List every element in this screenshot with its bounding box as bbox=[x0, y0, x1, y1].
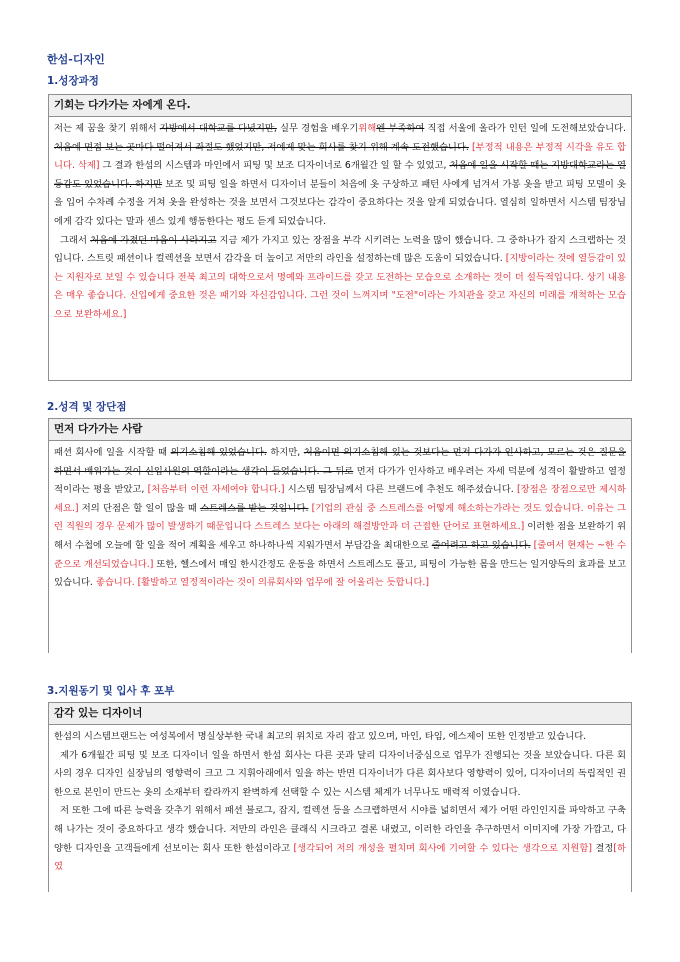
comment-text: 위해 bbox=[358, 123, 377, 134]
struck-text: 의기소침해 있었습니다. bbox=[170, 447, 267, 458]
answer-paragraph bbox=[54, 728, 626, 747]
comment-text: [지방이라는 것에 열등감이 있는 지원자로 보일 수 있습니다 전북 최고의 대학으로서 명예와 프라이드를 갖고 도전하는 모습으로 소개하는 것이 더 설득적입니다. 상기 내용은 매우 좋습니다. 신입에게 중요한 것은 패기와 자신감입니다. 그런 것이 느껴지며 "도전"이라는 가치관을 갖고 자신의 미래를 개척하는 모습으로 보완하세요.] bbox=[54, 253, 627, 320]
answer-paragraph bbox=[54, 120, 626, 232]
question-heading: 기회는 다가가는 자에게 온다. bbox=[49, 95, 631, 117]
answer-body bbox=[49, 117, 631, 329]
body-text: 저 또한 그에 따른 능력을 갖추기 위해서 패션 블로그, 잡지, 컬렉션 등을 스크랩하면서 시야를 넓히면서 제가 어떤 라인인지를 파악하고 구축해 나가는 것이 중요하다고 생각 했습니다. 저만의 라인은 클래식 시크라고 결론 내렸고, 이러한 라인을 추구하면서 이미지에 가장 가깝고, 다양한 디자인을 고객들에게 선보이는 회사 또한 한섬이라고 bbox=[54, 805, 626, 854]
comment-text: [부정적 내용은 부정적 시각을 유도 합니다. 삭제] bbox=[54, 141, 626, 172]
body-text: 이러한 점을 보완하기 위해서 수첩에 오늘에 할 일을 적어 계획을 세우고 하나하나씩 지워가면서 부담감을 최대한으로 bbox=[54, 521, 626, 551]
comment-text: [장점은 장점으로만 제시하세요.] bbox=[54, 484, 627, 514]
section-heading-motivation: 3.지원동기 및 입사 후 포부 bbox=[47, 685, 175, 697]
body-text: 실무 경험을 배우기 bbox=[276, 123, 359, 134]
comment-text: [처음부터 이런 자세여야 합니다.] bbox=[147, 484, 285, 496]
body-text: 또한, 헬스에서 매일 한시간정도 운동을 하면서 스트레스도 풀고, 피팅이 가능한 몸을 만드는 일거양득의 효과를 보고 있습니다. bbox=[54, 558, 626, 589]
answer-paragraph bbox=[54, 747, 626, 803]
body-text: 직접 서울에 올라가 인턴 일에 도전해보았습니다. bbox=[424, 123, 626, 134]
struck-text: 엔 부족하여 bbox=[376, 123, 425, 134]
section-box-growth bbox=[48, 94, 632, 381]
comment-text: [기업의 관심 중 스트레스를 어떻게 해소하는가라는 것도 있습니다. 이유는 그런 직원의 경우 문제가 많이 발생하기 때문입니다 스트레스 보다는 아래의 해결방안과 더 근접한 단어로 표현하세요.] bbox=[54, 502, 626, 533]
body-text: 시스템 팀장님께서 다른 브랜드에 추천도 해주셨습니다. bbox=[284, 484, 518, 496]
question-heading: 감각 있는 디자이너 bbox=[49, 703, 631, 725]
struck-text: 스트레스를 받는 것입니다. bbox=[200, 502, 309, 514]
answer-paragraph bbox=[54, 802, 626, 876]
answer-body bbox=[49, 441, 631, 597]
section-box-motivation bbox=[48, 702, 632, 892]
question-heading: 먼저 다가가는 사람 bbox=[49, 419, 631, 441]
struck-text: 처음에 면접 보는 곳마다 떨어져서 좌절도 했었지만, 저에게 맞는 회사를 찾기 위해 계속 도전했습니다. bbox=[54, 141, 469, 153]
body-text: 저는 제 꿈을 찾기 위해서 bbox=[54, 123, 160, 134]
body-text: 먼저 다가가 인사하고 배우려는 자세 덕분에 성격이 활발하고 열정적이라는 평을 받았고, bbox=[54, 465, 626, 496]
section-heading-growth: 1.성장과정 bbox=[47, 75, 99, 87]
document-title: 한섬-디자인 bbox=[47, 53, 105, 66]
struck-text: 처음에 가졌던 마음이 사라지고 bbox=[90, 234, 217, 246]
body-text: 패션 회사에 일을 시작할 때 bbox=[54, 447, 171, 458]
comment-text: [생각되어 저의 개성을 펼치며 회사에 기여할 수 있다는 생각으로 지원함] bbox=[293, 842, 592, 854]
answer-body bbox=[49, 725, 631, 881]
body-text: 결정 bbox=[592, 842, 614, 854]
body-text: 한섬의 시스템브랜드는 여성복에서 명실상부한 국내 최고의 위치로 자리 잡고 있으며, 마인, 타임, 에스제이 또한 인정받고 있습니다. bbox=[54, 731, 587, 742]
struck-text: 줄어려고 하고 있습니다. bbox=[431, 539, 531, 551]
body-text: 그 결과 한섬의 시스템과 마인에서 피팅 및 보조 디자이너로 6개월간 일 할 수 있었고, bbox=[99, 160, 450, 172]
body-text: 보조 및 피팅 일을 하면서 디자이너 분들이 처음에 옷 구상하고 패턴 사에게 넘겨서 가봉 옷을 받고 피팅 모델이 옷을 입어 수차례 수정을 거쳐 옷을 완성하는 것을 보면서 그것보다는 감각이 중요하다는 것을 알게 되었습니다. 열심히 일하면서 시스템 팀장님에게 감각 있다는 말과 센스 있게 행동한다는 평도 듣게 되었습니다. bbox=[54, 178, 626, 227]
comment-text: 좋습니다. [활발하고 열정적이라는 것이 의류회사와 업무에 잘 어울리는 듯합니다.] bbox=[95, 577, 430, 589]
answer-paragraph bbox=[54, 232, 626, 325]
section-heading-personality: 2.성격 및 장단점 bbox=[47, 401, 127, 413]
body-text: 제가 6개월간 피팅 및 보조 디자이너 일을 하면서 한섬 회사는 다른 곳과 달리 디자이너중심으로 업무가 진행되는 것을 보았습니다. 다른 회사의 경우 디자인 실장님의 영향력이 크고 그 지휘아래에서 일을 하는 반면 디자이너가 다른 회사보다 영향력이 있어, 디자이너의 독립적인 권한으로 본인이 만드는 옷의 소재부터 칼라까지 완벽하게 선택할 수 있는 시스템 체계가 너무나도 매력적 이였습니다. bbox=[54, 749, 626, 798]
struck-text: 처음에 일을 시작할 때는 지방대학교라는 열등감도 있었습니다. 하지만 bbox=[54, 160, 626, 190]
struck-text: 처음이면 의기소침해 있는 것보다는 먼저 다가가 인사하고, 모르는 것은 질문을 하면서 배워가는 것이 신입사원의 역할이라는 생각이 들었습니다. 그 뒤로 bbox=[54, 447, 626, 477]
body-text: 그래서 bbox=[60, 234, 91, 246]
body-text: 하지만, bbox=[266, 447, 304, 458]
comment-text: [하였 bbox=[54, 842, 626, 873]
body-text: 저의 단점은 할 일이 많을 때 bbox=[78, 502, 201, 514]
answer-paragraph bbox=[54, 444, 626, 593]
struck-text: 자방에서 대학교를 다녔지만, bbox=[159, 123, 277, 134]
body-text: 지금 제가 가지고 있는 장점을 부각 시키려는 노력을 많이 했습니다. 그 중하나가 잡지 스크랩하는 것입니다. 스트릿 패션이나 컬렉션을 보면서 감각을 더 높이고 저만의 라인을 설정하는데 많은 도움이 되었습니다. bbox=[54, 234, 626, 265]
comment-text: [줄여서 현재는 ~한 수준으로 개선되었습니다.] bbox=[54, 539, 626, 570]
section-box-personality bbox=[48, 418, 632, 653]
